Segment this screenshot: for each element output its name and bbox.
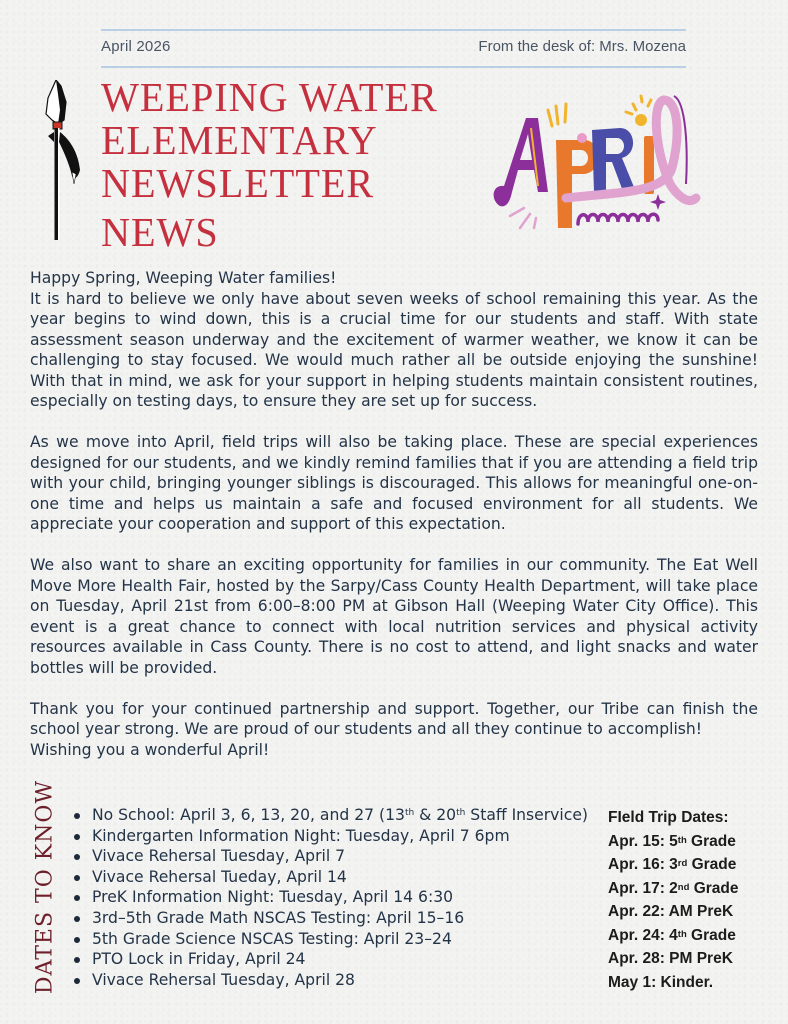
field-trip-heading: FIeld Trip Dates:	[608, 809, 729, 826]
header-rule-bottom	[101, 66, 686, 68]
field-trip-item: Apr. 15: 5th Grade	[608, 832, 736, 850]
date-item: Vivace Rehersal Tuesday, April 28	[72, 970, 588, 991]
paragraph-4: Thank you for your continued partnership and support. Together, our Tribe can finish the school year strong. We are proud of our students and all they continue to accomplish!	[30, 699, 758, 738]
spear-logo-icon	[44, 80, 84, 242]
date-item: PreK Information Night: Tuesday, April 14 6:30	[72, 887, 588, 908]
date-item: 3rd–5th Grade Math NSCAS Testing: April 15–16	[72, 908, 588, 929]
paragraph-1: It is hard to believe we only have about seven weeks of school remaining this year. As the year begins to wind down, this is a crucial time for our students and staff. With state assessment season underway and the excitement of warmer weather, we know it can be challenging to stay focused. We would much rather all be outside enjoying the sunshine! With that in mind, we ask for your support in helping students maintain consistent routines, especially on testing days, to ensure they are set up for success.	[30, 289, 758, 410]
dates-heading: DATES TO KNOW	[32, 779, 58, 995]
closing: Wishing you a wonderful April!	[30, 740, 270, 759]
date-item: 5th Grade Science NSCAS Testing: April 23–24	[72, 929, 588, 950]
date-item: No School: April 3, 6, 13, 20, and 27 (13th & 20th Staff Inservice)	[72, 805, 588, 826]
field-trip-list	[608, 806, 739, 994]
field-trip-item: Apr. 16: 3rd Grade	[608, 856, 737, 873]
header-rule-top	[101, 29, 686, 31]
april-lettering-illustration	[486, 88, 706, 238]
paragraph-2: As we move into April, field trips will also be taking place. These are special experiences designed for our students, and we kindly remind families that if you are attending a field trip with your child, bringing younger siblings is discouraged. This allows for meaningful one-on-one time and helps us maintain a safe and focused environment for all students. We appreciate your cooperation and support of this expectation.	[30, 433, 758, 533]
title-line-3: NEWSLETTER	[101, 160, 375, 206]
newsletter-title	[101, 76, 438, 254]
date-item: PTO Lock in Friday, April 24	[72, 949, 588, 970]
title-line-1: WEEPING WATER	[101, 74, 438, 120]
field-trip-item: Apr. 17: 2nd Grade	[608, 879, 739, 897]
issue-date: April 2026	[101, 38, 171, 55]
field-trip-item: Apr. 24: 4th Grade	[608, 926, 736, 944]
dates-list	[72, 805, 588, 990]
field-trip-item: May 1: Kinder.	[608, 973, 714, 991]
field-trip-item: Apr. 28: PM PreK	[608, 950, 733, 967]
letter-body	[30, 268, 758, 760]
field-trip-item: Apr. 22: AM PreK	[608, 903, 734, 920]
date-item: Kindergarten Information Night: Tuesday, April 7 6pm	[72, 826, 588, 847]
title-line-2: ELEMENTARY	[101, 117, 378, 163]
paragraph-3: We also want to share an exciting opportunity for families in our community. The Eat Well Move More Health Fair, hosted by the Sarpy/Cass County Health Department, will take place on Tuesday, April 21st from 6:00–8:00 PM at Gibson Hall (Weeping Water City Office). This event is a great chance to connect with local nutrition services and physical activity resources available in Cass County. There is no cost to attend, and light snacks and water bottles will be provided.	[30, 556, 758, 677]
author-line: From the desk of: Mrs. Mozena	[478, 38, 686, 55]
date-item: Vivace Rehersal Tueday, April 14	[72, 867, 588, 888]
greeting: Happy Spring, Weeping Water families!	[30, 269, 337, 287]
title-line-4: NEWS	[101, 209, 219, 255]
date-item: Vivace Rehersal Tuesday, April 7	[72, 846, 588, 867]
